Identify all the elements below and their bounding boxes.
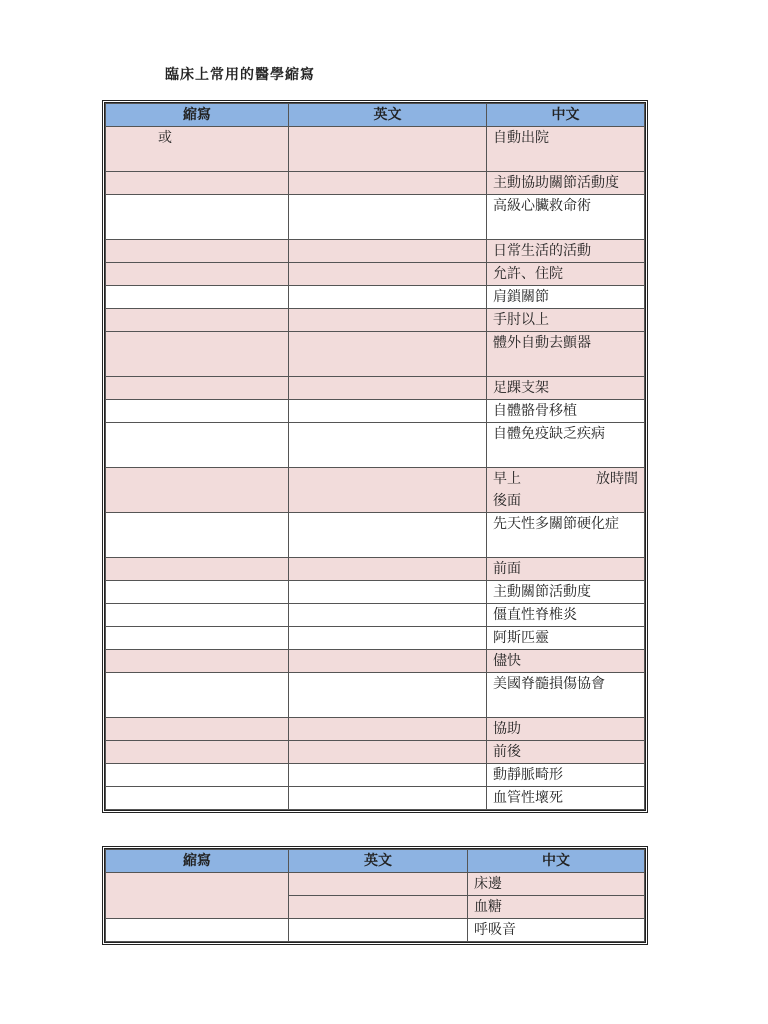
chinese-cell: 僵直性脊椎炎 [487,604,645,627]
abbr-cell [106,309,289,332]
abbr-cell [106,650,289,673]
english-cell [289,332,487,377]
abbr-cell [106,558,289,581]
english-cell [289,309,487,332]
english-cell [289,673,487,718]
table-1 [105,103,645,810]
abbr-cell [106,468,289,513]
chinese-cell: 動靜脈畸形 [487,764,645,787]
abbr-cell [106,673,289,718]
chinese-cell: 自動出院 [487,127,645,172]
chinese-cell: 自體免疫缺乏疾病 [487,423,645,468]
document-title: 臨床上常用的醫學縮寫 [165,67,315,83]
english-cell [289,172,487,195]
chinese-cell: 床邊 [468,873,645,896]
abbr-cell [106,741,289,764]
abbr-cell [106,240,289,263]
table-row [106,604,645,627]
chinese-cell: 前面 [487,558,645,581]
header-abbr: 縮寫 [106,104,289,127]
header-chinese: 中文 [468,850,645,873]
abbreviation-table-2 [102,846,648,945]
chinese-text-left: 早上 [493,471,521,487]
chinese-cell [487,468,645,513]
table-row [106,240,645,263]
english-cell [289,513,487,558]
english-cell [289,764,487,787]
table-row [106,400,645,423]
english-cell [289,558,487,581]
chinese-cell: 日常生活的活動 [487,240,645,263]
table-row [106,377,645,400]
chinese-text-line2: 後面 [493,493,521,509]
chinese-cell: 肩鎖關節 [487,286,645,309]
english-cell [289,650,487,673]
chinese-cell: 體外自動去顫器 [487,332,645,377]
chinese-cell: 儘快 [487,650,645,673]
table-row [106,718,645,741]
chinese-cell: 主動關節活動度 [487,581,645,604]
chinese-cell: 高級心臟救命術 [487,195,645,240]
table-row [106,332,645,377]
chinese-cell: 先天性多關節硬化症 [487,513,645,558]
chinese-cell: 前後 [487,741,645,764]
chinese-cell: 足踝支架 [487,377,645,400]
abbr-cell [106,581,289,604]
english-cell [289,873,468,896]
chinese-cell: 血糖 [468,896,645,919]
abbr-cell [106,604,289,627]
chinese-text-right: 放時間 [596,471,638,487]
english-cell [289,468,487,513]
table-row [106,309,645,332]
abbr-cell [106,286,289,309]
english-cell [289,423,487,468]
abbr-cell [106,513,289,558]
english-cell [289,286,487,309]
chinese-cell: 呼吸音 [468,919,645,942]
table-2 [105,849,645,942]
table-row [106,627,645,650]
abbr-cell [106,423,289,468]
english-cell [289,896,468,919]
table-row [106,127,645,172]
chinese-cell: 血管性壞死 [487,787,645,810]
chinese-cell-line [493,468,638,490]
chinese-cell: 手肘以上 [487,309,645,332]
abbreviation-table-1 [102,100,648,813]
chinese-cell: 阿斯匹靈 [487,627,645,650]
english-cell [289,627,487,650]
table-row [106,263,645,286]
abbr-cell [106,787,289,810]
abbr-cell [106,627,289,650]
table-row [106,581,645,604]
abbr-cell [106,263,289,286]
table-row [106,195,645,240]
abbr-cell [106,377,289,400]
english-cell [289,919,468,942]
table-row [106,468,645,513]
abbr-cell [106,400,289,423]
english-cell [289,581,487,604]
abbr-cell [106,919,289,942]
table-row [106,673,645,718]
english-cell [289,400,487,423]
table-row [106,873,645,896]
abbr-cell [106,332,289,377]
header-english: 英文 [289,850,468,873]
english-cell [289,195,487,240]
chinese-cell: 美國脊髓損傷協會 [487,673,645,718]
english-cell [289,604,487,627]
table-row [106,423,645,468]
abbr-cell [106,195,289,240]
header-english: 英文 [289,104,487,127]
table-row [106,787,645,810]
table-1-body [106,127,645,810]
english-cell [289,377,487,400]
table-row [106,919,645,942]
english-cell [289,741,487,764]
table-row [106,513,645,558]
table-row [106,286,645,309]
abbr-cell [106,764,289,787]
english-cell [289,263,487,286]
english-cell [289,240,487,263]
chinese-cell: 自體骼骨移植 [487,400,645,423]
table-row [106,764,645,787]
header-abbr: 縮寫 [106,850,289,873]
abbr-cell [106,172,289,195]
table-row [106,650,645,673]
abbr-cell [106,718,289,741]
table-row [106,172,645,195]
chinese-cell: 協助 [487,718,645,741]
chinese-cell: 允許、住院 [487,263,645,286]
table-row [106,558,645,581]
english-cell [289,787,487,810]
abbr-cell [106,873,289,919]
header-chinese: 中文 [487,104,645,127]
table-row [106,741,645,764]
english-cell [289,127,487,172]
chinese-cell: 主動協助關節活動度 [487,172,645,195]
abbr-cell: 或 [106,127,289,172]
english-cell [289,718,487,741]
